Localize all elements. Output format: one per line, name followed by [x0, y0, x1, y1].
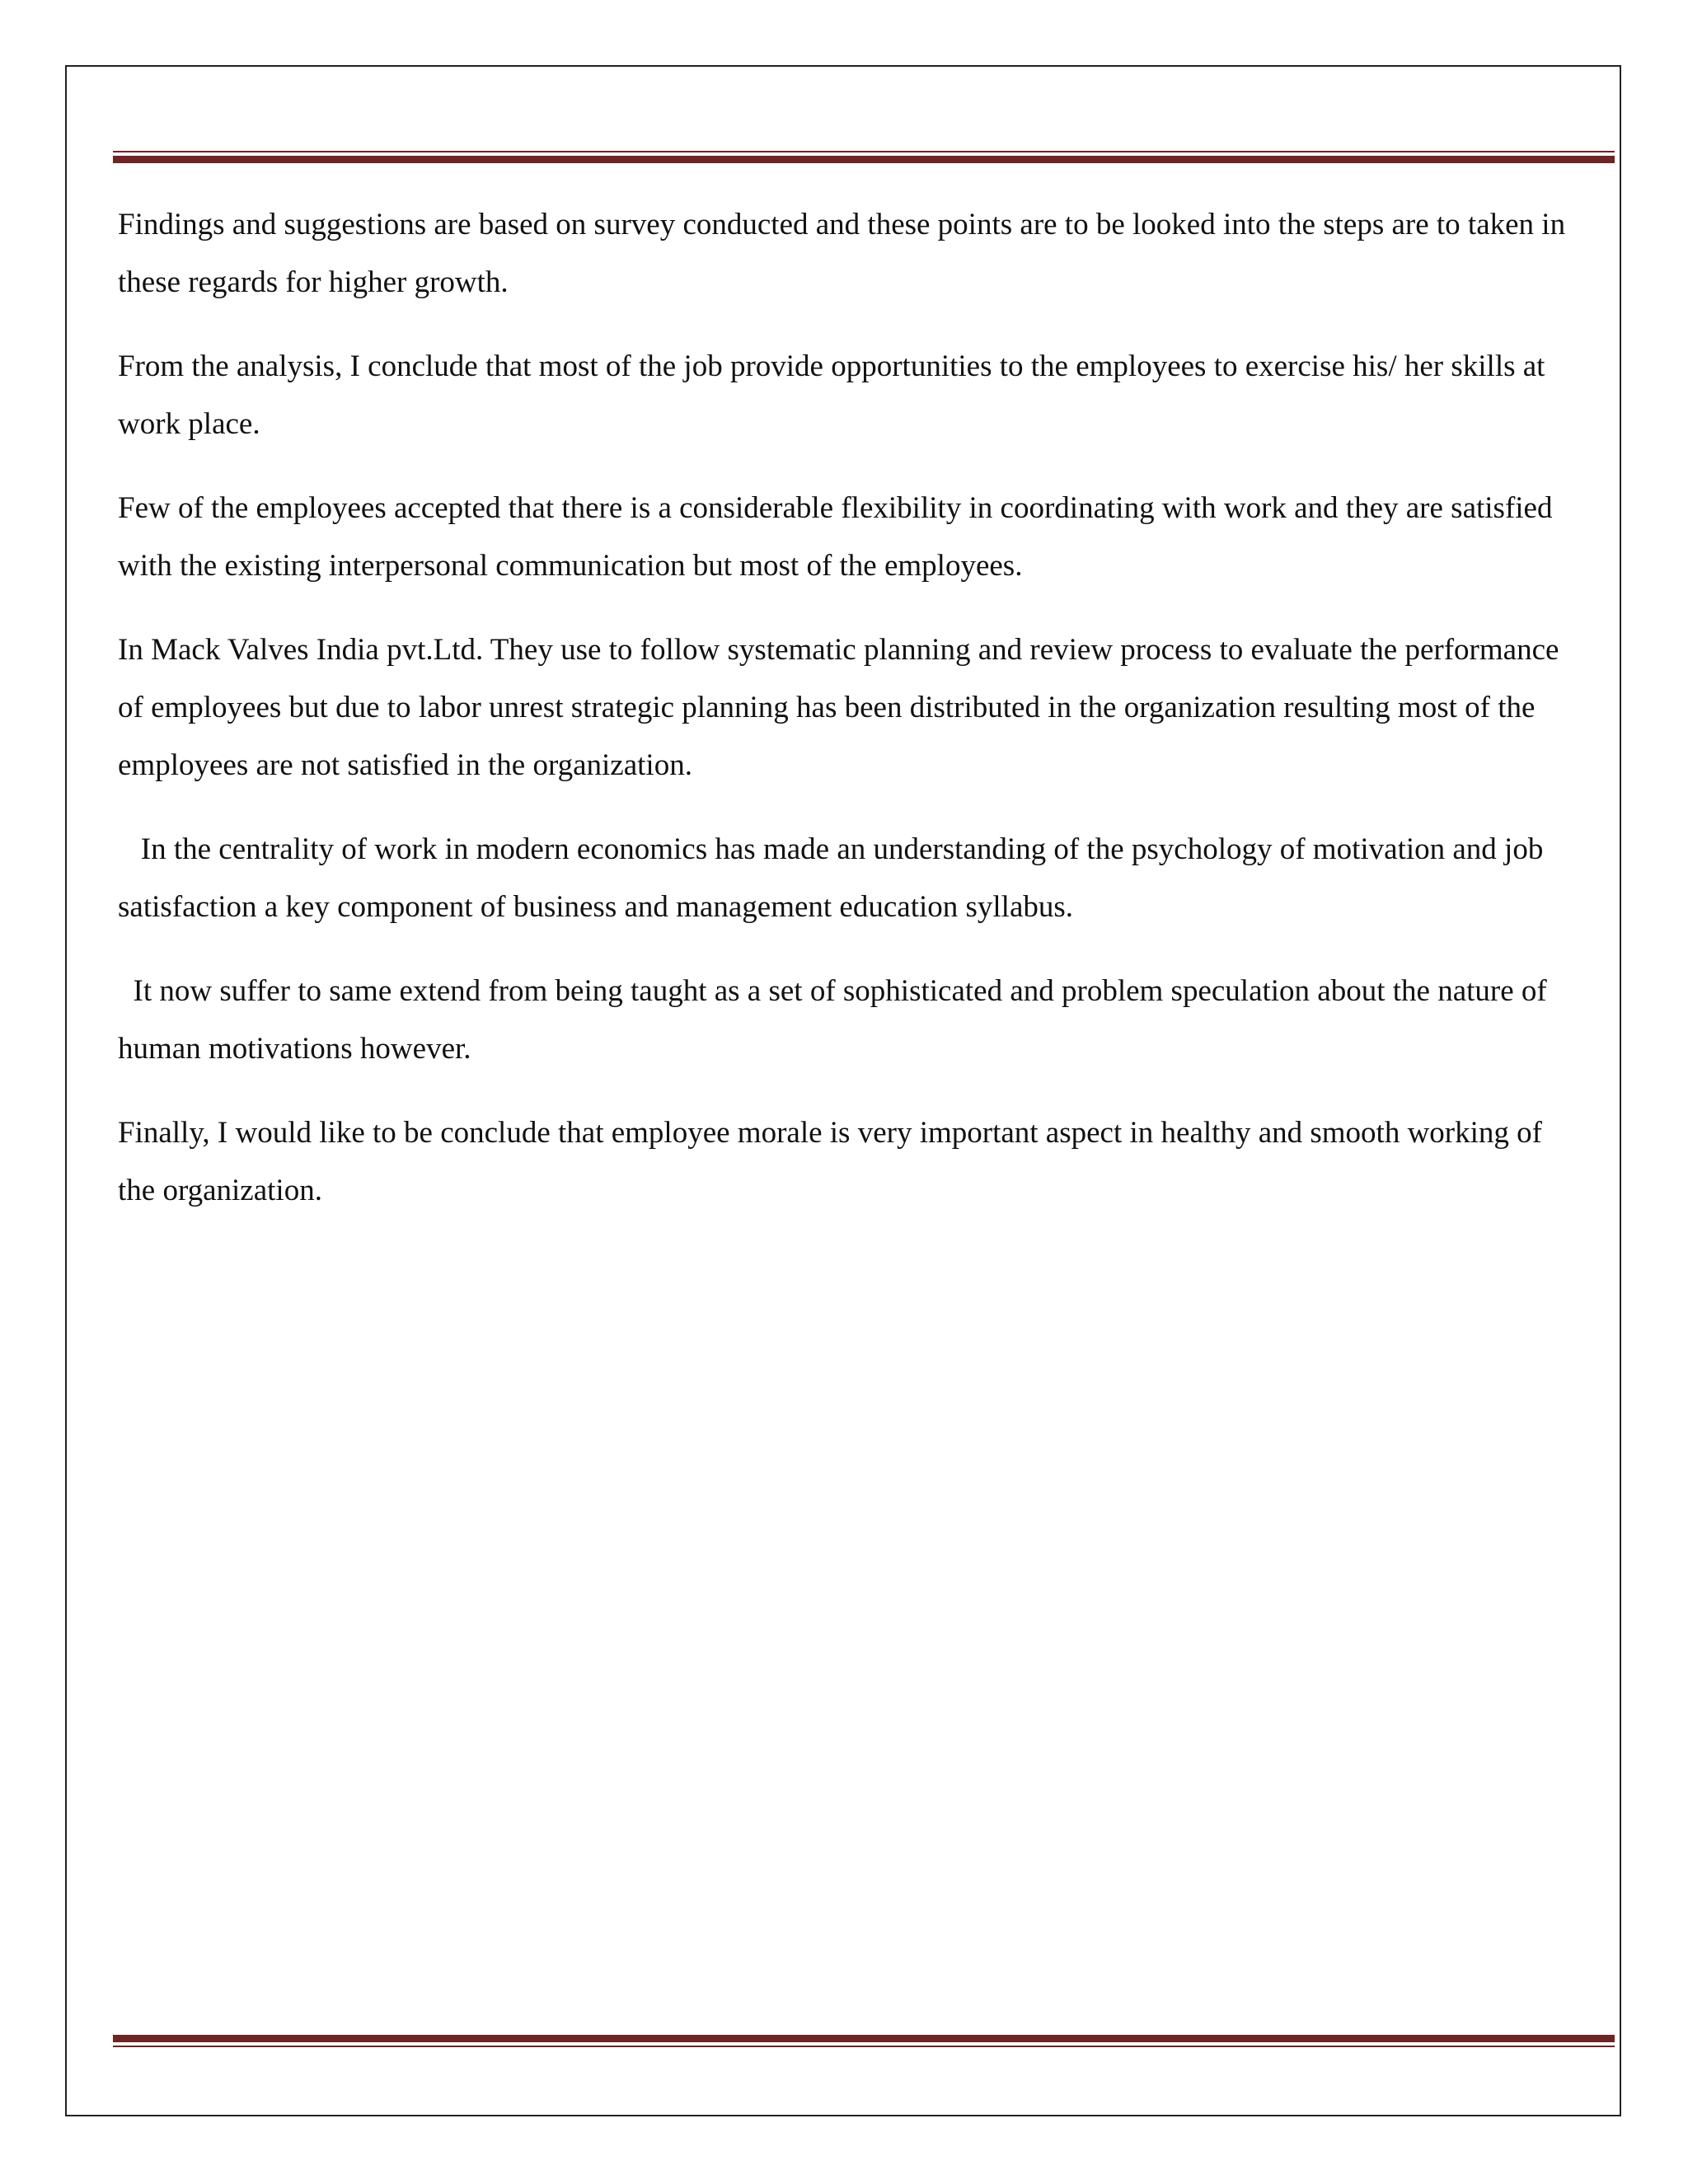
footer-rule-thick-line: [113, 2035, 1615, 2042]
paragraph-speculation: It now suffer to same extend from being taught as a set of sophisticated and problem speculation about the nature of human motivations however.: [118, 974, 1554, 1066]
header-rule-thin-line: [113, 151, 1615, 152]
header-rule-thick-line: [113, 156, 1615, 163]
footer-rule-thin-line: [113, 2046, 1615, 2047]
paragraph-flexibility: Few of the employees accepted that there is a considerable flexibility in coordinating with work and they are satisfied with the existing interpersonal communication but most of the employees.: [118, 491, 1560, 583]
paragraph-final-conclusion: Finally, I would like to be conclude that employee morale is very important aspect in healthy and smooth working of the organization.: [118, 1116, 1550, 1207]
paragraph-analysis-conclusion: From the analysis, I conclude that most of the job provide opportunities to the employees to exercise his/ her skills at work place.: [118, 349, 1553, 441]
paragraph-findings: Findings and suggestions are based on survey conducted and these points are to be looked into the steps are to taken in these regards for higher growth.: [118, 208, 1573, 299]
footer-rule: [113, 2035, 1615, 2049]
paragraph-mack-valves: In Mack Valves India pvt.Ltd. They use to follow systematic planning and review process to evaluate the performance of employees but due to labor unrest strategic planning has been distributed in the organization resulting most of the employees are not satisfied in the organization.: [118, 633, 1567, 782]
document-body: [118, 196, 1585, 1246]
paragraph-centrality-of-work: In the centrality of work in modern economics has made an understanding of the psychology of motivation and job satisfaction a key component of business and management education syllabus.: [118, 832, 1551, 924]
header-rule: [113, 151, 1615, 165]
